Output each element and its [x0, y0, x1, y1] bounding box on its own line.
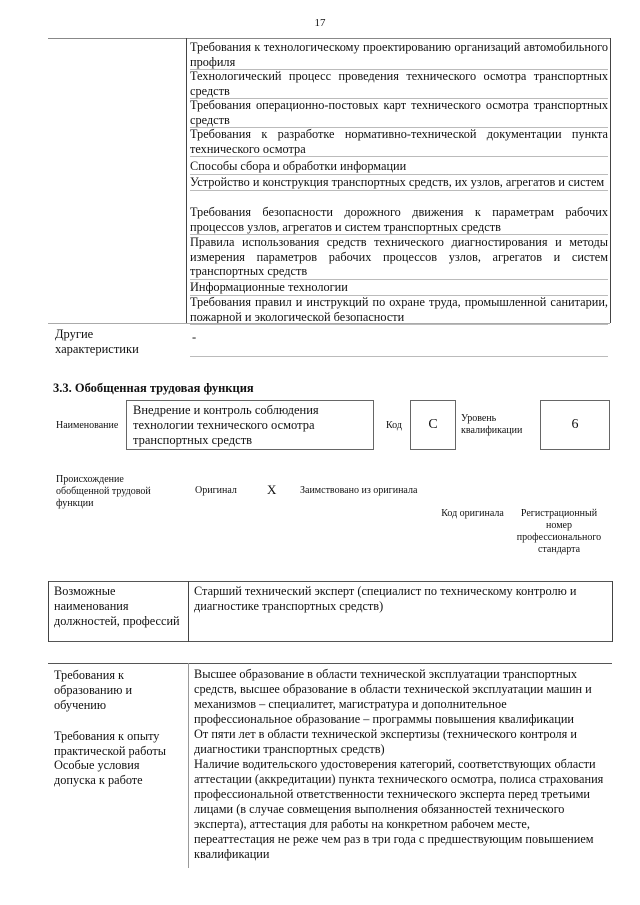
- knowledge-item: Требования к технологическому проектированию организаций автомобильного профиля: [190, 40, 608, 69]
- knowledge-item: Правила использования средств технического диагностирования и методы измерения параметров рабочих процессов узлов, агрегатов и систем транспортных средств: [190, 235, 608, 278]
- requirement-value: Высшее образование в области технической эксплуатации транспортных средств, высшее образование в области технической эксплуатации машин и механизмов – специалитет, магистратура и дополнительное профессиональное образование – программы повышения квалификации: [194, 667, 592, 726]
- knowledge-item: Требования правил и инструкций по охране труда, промышленной санитарии, пожарной и экологической безопасности: [190, 295, 608, 324]
- original-label: Оригинал: [195, 485, 237, 496]
- reg-number-label: Регистрационный номер профессионального стандарта: [516, 508, 602, 555]
- other-characteristics-label: Другие характеристики: [55, 327, 139, 356]
- code-label: Код: [386, 420, 402, 431]
- knowledge-item: Требования к разработке нормативно-технической документации пункта технического осмотра: [190, 127, 608, 156]
- knowledge-item: Технологический процесс проведения технического осмотра транспортных средств: [190, 69, 608, 98]
- level-label: Уровень квалификации: [461, 413, 523, 436]
- other-characteristics-value: -: [192, 330, 197, 344]
- positions-value: Старший технический эксперт (специалист по техническому контролю и диагностике транспортных средств): [194, 584, 577, 613]
- requirement-value: От пяти лет в области технической экспертизы (технического контроля и диагностики транспортных средств): [194, 727, 577, 756]
- page-number: 17: [314, 17, 326, 29]
- requirement-label: Требования к опыту практической работы: [54, 729, 166, 758]
- original-mark: X: [267, 482, 277, 497]
- section-heading: 3.3. Обобщенная трудовая функция: [53, 381, 254, 395]
- name-label: Наименование: [56, 420, 119, 431]
- origin-label: Происхождение обобщенной трудовой функции: [56, 474, 151, 509]
- code-value: C: [428, 417, 438, 432]
- requirement-value: Наличие водительского удостоверения категорий, соответствующих области аттестации (аккредитации) пункта технического осмотра, полиса страхования профессиональной ответственности технического эксперта перед третьими лицами (в случае совмещения выполнения обязанностей технического эксперта), аттестация для работы на конкретном рабочем месте, переаттестация не реже чем раз в три года с предшествующим повышением квалификации: [194, 757, 604, 861]
- level-value: 6: [571, 417, 579, 432]
- code-original-label: Код оригинала: [441, 508, 504, 519]
- knowledge-item: Информационные технологии: [190, 280, 608, 296]
- function-name: Внедрение и контроль соблюдения технологии технического осмотра транспортных средств: [133, 403, 319, 447]
- knowledge-item: Способы сбора и обработки информации: [190, 159, 608, 175]
- requirement-label: Особые условия допуска к работе: [54, 758, 143, 787]
- borrowed-label: Заимствовано из оригинала: [300, 485, 418, 496]
- knowledge-item: Требования операционно-постовых карт технического осмотра транспортных средств: [190, 98, 608, 127]
- knowledge-item: Требования безопасности дорожного движения к параметрам рабочих процессов узлов, агрегатов и систем транспортных средств: [190, 205, 608, 234]
- knowledge-item: Устройство и конструкция транспортных средств, их узлов, агрегатов и систем: [190, 175, 608, 191]
- positions-label: Возможные наименования должностей, профессий: [54, 584, 180, 628]
- requirement-label: Требования к образованию и обучению: [54, 668, 133, 712]
